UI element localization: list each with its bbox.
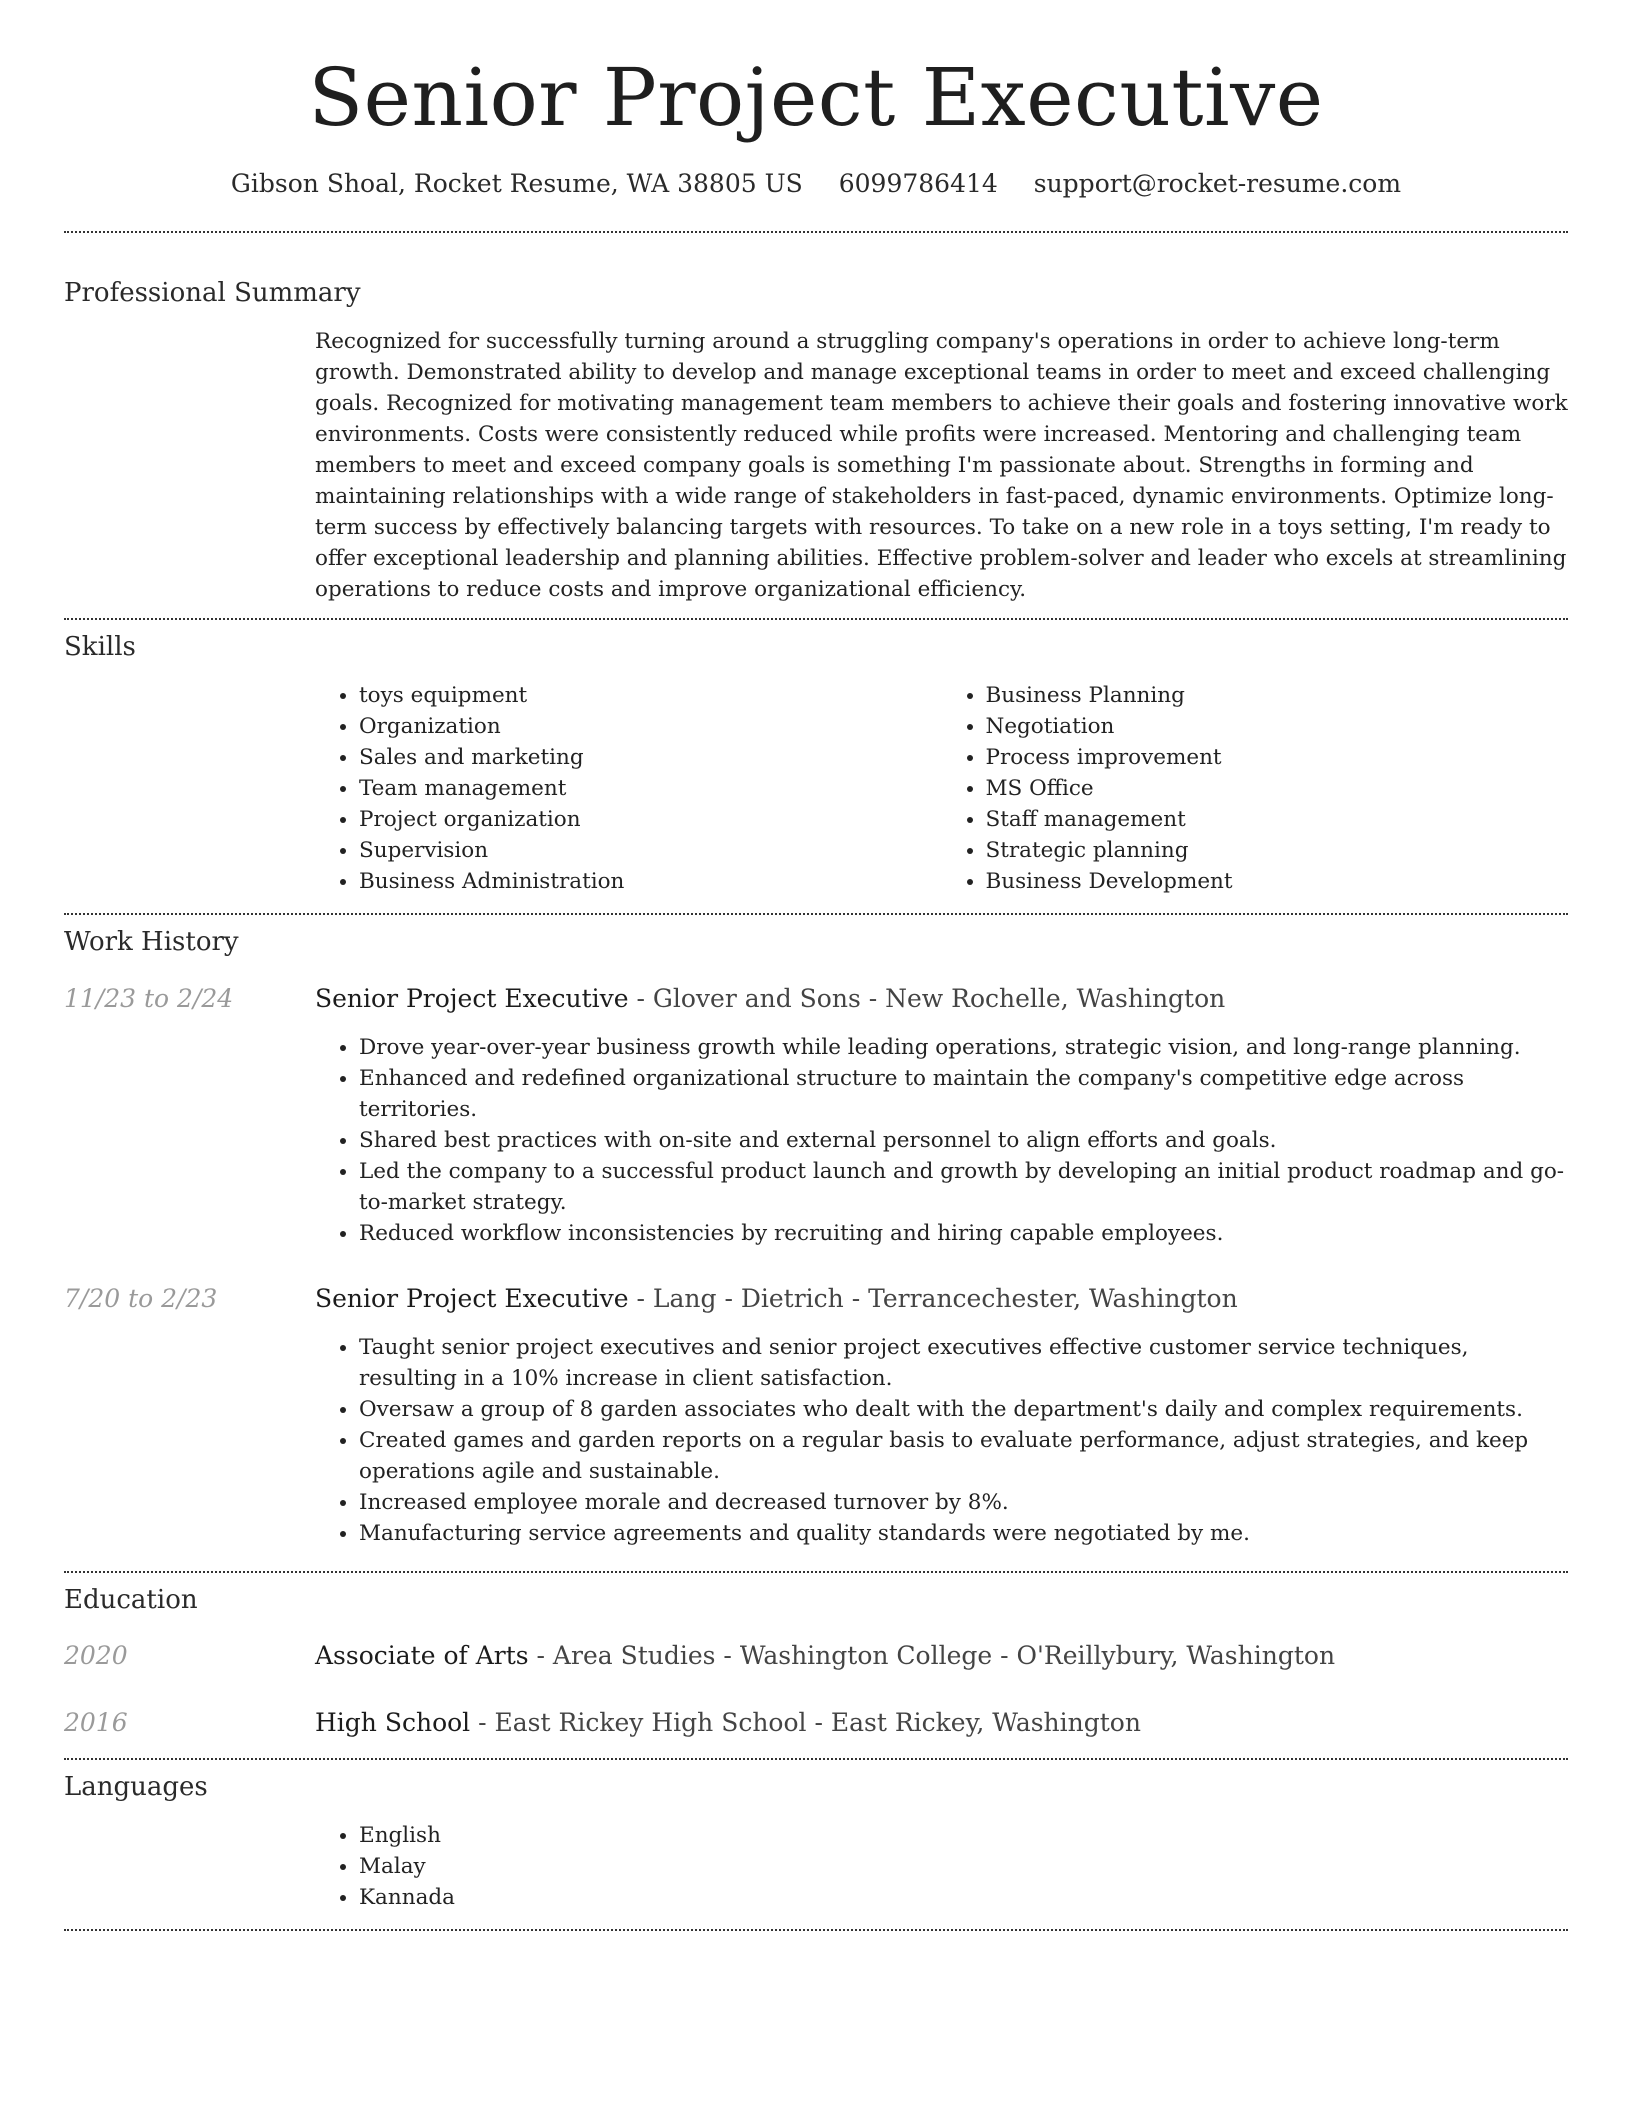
divider [64,1758,1568,1760]
education-school: - Area Studies - Washington College - O'Reillybury, Washington [528,1641,1336,1670]
job-bullet: • Created games and garden reports on a regular basis to evaluate performance, adjust strategies, and keep operations agile and sustainable. [359,1425,1568,1487]
divider [64,618,1568,620]
skill-item: • Negotiation [986,711,1569,742]
education-year: 2016 [64,1708,128,1737]
job-entry [64,1282,1568,1549]
skills-section [64,630,1568,897]
skill-item: • Project organization [359,804,942,835]
education-header [315,1639,1568,1673]
education-heading: Education [64,1585,198,1615]
skills-list-right [942,680,1569,897]
education-year: 2020 [64,1641,128,1670]
job-bullet: • Shared best practices with on-site and external personnel to align efforts and goals. [359,1125,1568,1156]
job-entry [64,982,1568,1249]
skill-item: • Organization [359,711,942,742]
skill-item: • Strategic planning [986,835,1569,866]
education-degree: High School [315,1708,471,1737]
job-header [315,1282,1568,1316]
job-bullet: • Oversaw a group of 8 garden associates who dealt with the department's daily and complex requirements. [359,1394,1568,1425]
summary-content [315,326,1568,605]
resume-title: Senior Project Executive [308,51,1324,144]
skill-item: • Team management [359,773,942,804]
divider [64,1571,1568,1573]
skill-item: • toys equipment [359,680,942,711]
language-item: • Malay [359,1851,1568,1882]
skill-item: • MS Office [986,773,1569,804]
languages-list [315,1820,1568,1913]
languages-heading: Languages [64,1772,208,1802]
resume-page [64,0,1568,1931]
languages-content [315,1820,1568,1913]
job-details [315,1032,1568,1249]
job-header [315,982,1568,1016]
skill-item: • Business Planning [986,680,1569,711]
job-bullet: • Drove year-over-year business growth while leading operations, strategic vision, and long-range planning. [359,1032,1568,1063]
skill-item: • Process improvement [986,742,1569,773]
job-bullet: • Taught senior project executives and senior project executives effective customer service techniques, resulting in a 10% increase in client satisfaction. [359,1332,1568,1394]
contact-phone: 6099786414 [838,169,998,198]
job-title: Senior Project Executive [315,1284,629,1313]
job-details [315,1332,1568,1549]
divider [64,231,1568,233]
language-item: • Kannada [359,1882,1568,1913]
job-dates: 7/20 to 2/23 [64,1284,218,1313]
skill-item: • Business Development [986,866,1569,897]
job-bullets [315,1332,1568,1549]
job-bullet: • Led the company to a successful product launch and growth by developing an initial product roadmap and go-to-market strategy. [359,1156,1568,1218]
skill-item: • Staff management [986,804,1569,835]
job-company-location: - Glover and Sons - New Rochelle, Washington [628,984,1226,1013]
skills-columns [315,680,1568,897]
job-company-location: - Lang - Dietrich - Terrancechester, Washington [628,1284,1238,1313]
contact-address: Gibson Shoal, Rocket Resume, WA 38805 US [230,169,803,198]
skill-item: • Sales and marketing [359,742,942,773]
skills-list-left [315,680,942,897]
job-bullet: • Enhanced and redefined organizational structure to maintain the company's competitive edge across territories. [359,1063,1568,1125]
skill-item: • Supervision [359,835,942,866]
job-bullet: • Reduced workflow inconsistencies by recruiting and hiring capable employees. [359,1218,1568,1249]
work-history-heading: Work History [64,927,239,957]
divider [64,913,1568,915]
contact-line [64,166,1568,202]
contact-email: support@rocket-resume.com [1033,169,1402,198]
languages-section [64,1770,1568,1913]
education-entry [64,1639,1568,1673]
job-bullet: • Manufacturing service agreements and quality standards were negotiated by me. [359,1518,1568,1549]
skill-item: • Business Administration [359,866,942,897]
job-bullets [315,1032,1568,1249]
job-title: Senior Project Executive [315,984,629,1013]
work-history-section [64,925,1568,1549]
summary-text: Recognized for successfully turning around a struggling company's operations in order to achieve long-term growth. Demonstrated ability to develop and manage exceptional teams in order to meet and exceed challenging goals. Recognized for motivating management team members to achieve their goals and fostering innovative work environments. Costs were consistently reduced while profits were increased. Mentoring and challenging team members to meet and exceed company goals is something I'm passionate about. Strengths in forming and maintaining relationships with a wide range of stakeholders in fast-paced, dynamic environments. Optimize long-term success by effectively balancing targets with resources. To take on a new role in a toys setting, I'm ready to offer exceptional leadership and planning abilities. Effective problem-solver and leader who excels at streamlining operations to reduce costs and improve organizational efficiency. [315,329,1568,602]
education-section [64,1583,1568,1740]
skills-heading: Skills [64,632,136,662]
education-degree: Associate of Arts [315,1641,529,1670]
education-entry [64,1706,1568,1740]
divider [64,1929,1568,1931]
summary-heading: Professional Summary [64,278,361,308]
job-bullet: • Increased employee morale and decreased turnover by 8%. [359,1487,1568,1518]
language-item: • English [359,1820,1568,1851]
job-dates: 11/23 to 2/24 [64,984,234,1013]
summary-section [64,276,1568,605]
education-header [315,1706,1568,1740]
education-school: - East Rickey High School - East Rickey, Washington [470,1708,1141,1737]
